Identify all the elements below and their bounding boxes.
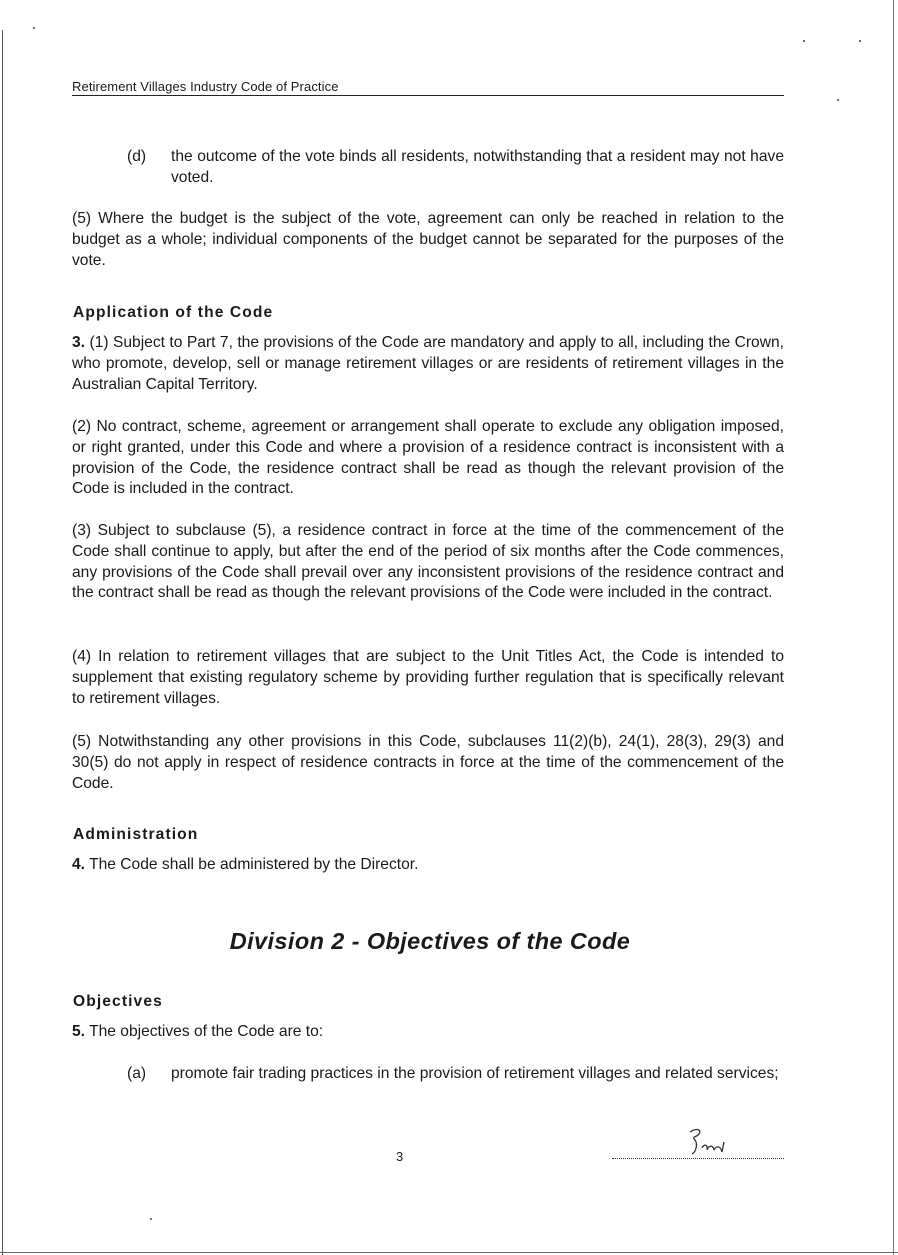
section-heading-application: Application of the Code [73, 304, 274, 321]
clause-text: The Code shall be administered by the Director. [89, 856, 419, 873]
clause-3-paragraph-5: (5) Notwithstanding any other provisions in this Code, subclauses 11(2)(b), 24(1), 28(3), 29(3) and 30(5) do not apply in respect of residence contracts in force at the time of the commencement of the Code. [72, 733, 784, 792]
scan-speck [150, 1218, 152, 1220]
clause-5-paragraph [72, 1022, 784, 1043]
list-item-d [127, 147, 784, 189]
budget-vote-paragraph: (5) Where the budget is the subject of the vote, agreement can only be reached in relation to the budget as a whole; individual components of the budget cannot be separated for the purposes of the vote. [72, 210, 784, 269]
item-text: the outcome of the vote binds all residents, notwithstanding that a resident may not have voted. [171, 148, 784, 186]
scan-edge-bottom [0, 1252, 898, 1253]
section-heading-objectives: Objectives [73, 993, 163, 1010]
clause-number: 3. [72, 334, 86, 351]
scan-speck [837, 99, 839, 101]
item-label: (d) [127, 148, 147, 165]
item-text: promote fair trading practices in the provision of retirement villages and related services; [171, 1065, 779, 1082]
scan-speck [33, 27, 35, 29]
clause-3-paragraph-4: (4) In relation to retirement villages that are subject to the Unit Titles Act, the Code is intended to supplement that existing regulatory scheme by providing further regulation that is specifically relevant to retirement villages. [72, 648, 784, 707]
item-label: (a) [127, 1065, 147, 1082]
clause-3-paragraph-3: (3) Subject to subclause (5), a residence contract in force at the time of the commencement of the Code shall continue to apply, but after the end of the period of six months after the Code commences, any provisions of the Code shall prevail over any inconsistent provisions of the residence contract and the contract shall be read as though the relevant provisions of the Code were included in the contract. [72, 522, 784, 602]
clause-text: The objectives of the Code are to: [89, 1023, 324, 1040]
scan-edge-right [893, 0, 894, 1255]
signature-line [612, 1158, 784, 1159]
scan-speck [803, 40, 805, 42]
scan-edge-left [2, 30, 3, 1255]
clause-text: (1) Subject to Part 7, the provisions of the Code are mandatory and apply to all, including the Crown, who promote, develop, sell or manage retirement villages or are residents of retirement villages in the Australian Capital Territory. [72, 334, 784, 393]
page-number: 3 [396, 1149, 404, 1164]
clause-number: 4. [72, 856, 86, 873]
division-title: Division 2 - Objectives of the Code [229, 928, 631, 954]
clause-3-paragraph-1 [72, 333, 784, 395]
scan-speck [859, 40, 861, 42]
running-header [72, 79, 784, 96]
clause-4-paragraph [72, 855, 784, 876]
running-title: Retirement Villages Industry Code of Practice [72, 79, 339, 94]
clause-number: 5. [72, 1023, 86, 1040]
handwritten-initials [682, 1126, 732, 1160]
list-item-a [127, 1064, 784, 1085]
clause-3-paragraph-2: (2) No contract, scheme, agreement or arrangement shall operate to exclude any obligation imposed, or right granted, under this Code and where a provision of a residence contract is inconsistent with a provision of the Code, the residence contract shall be read as though the relevant provision of the Code is included in the contract. [72, 418, 784, 498]
section-heading-administration: Administration [73, 826, 199, 843]
